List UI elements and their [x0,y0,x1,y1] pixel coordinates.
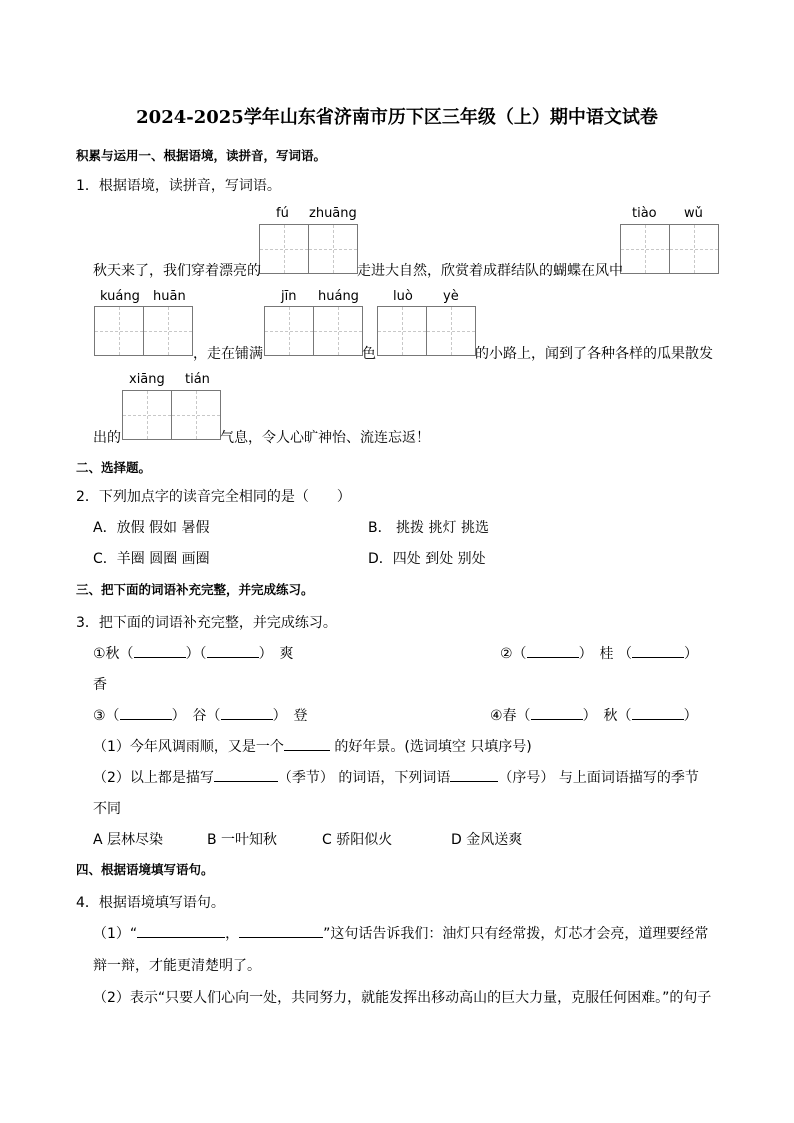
q3-item-4: ④春（ ） 秋（ ） [490,705,698,725]
pinyin-tian: tián [185,372,210,387]
q1-text-line2-a: ，走在铺满 [193,346,263,362]
pinyin-zhuang: zhuāng [309,206,357,221]
q3-blank[interactable] [632,705,684,720]
q3-item-1: ①秋（ ）（ ） 爽 [93,643,294,663]
char-box-tian[interactable] [171,390,221,440]
q2-option-a[interactable]: A．放假 假如 暑假 [93,520,210,536]
char-box-xiang[interactable] [122,390,172,440]
q3-blank[interactable] [531,705,583,720]
pinyin-huan: huān [153,289,186,304]
q3-p2-blank-season[interactable] [214,767,278,782]
q3-item-1-wrap: 香 [93,677,107,693]
q4-p1-blank-2[interactable] [239,923,323,938]
question-4-stem: 4．根据语境填写语句。 [76,895,225,911]
pinyin-tiao: tiào [632,206,657,221]
question-2-stem: 2．下列加点字的读音完全相同的是（ ） [76,489,351,505]
section-heading-4: 四、根据语境填写语句。 [76,862,214,877]
q1-text-line1-b: 走进大自然，欣赏着成群结队的蝴蝶在风中 [357,263,623,279]
q1-text-line3-b: 气息，令人心旷神怡、流连忘返！ [220,430,430,446]
pinyin-luo: luò [393,289,413,304]
q2-option-d[interactable]: D．四处 到处 别处 [368,551,486,567]
char-box-tiao[interactable] [620,224,670,274]
q3-blank[interactable] [120,705,172,720]
section-heading-2: 二、选择题。 [76,460,152,475]
q4-p1-blank-1[interactable] [137,923,225,938]
char-box-ye[interactable] [426,306,476,356]
q3-blank[interactable] [632,643,684,658]
page-title: 2024-2025学年山东省济南市历下区三年级（上）期中语文试卷 [136,107,658,128]
q1-text-line2-c: 的小路上，闻到了各种各样的瓜果散发 [475,346,713,362]
q3-p1-blank[interactable] [284,736,330,751]
q2-option-c[interactable]: C．羊圈 圆圈 画圈 [93,551,210,567]
q3-blank[interactable] [134,643,186,658]
q3-option-d[interactable]: D 金风送爽 [451,832,523,848]
q3-part-2: （2）以上都是描写 （季节） 的词语，下列词语 （序号） 与上面词语描写的季节 [93,767,699,787]
char-box-jin[interactable] [264,306,314,356]
char-box-luo[interactable] [377,306,427,356]
q4-part-1: （1）“ ， ”这句话告诉我们：油灯只有经常拨，灯芯才会亮，道理要经常 [93,923,708,943]
q4-part-1-wrap: 辩一辩，才能更清楚明了。 [93,958,261,974]
char-box-zhuang[interactable] [308,224,358,274]
q1-text-line2-b: 色 [362,346,376,362]
q3-option-a[interactable]: A 层林尽染 [93,832,164,848]
pinyin-ye: yè [443,289,459,304]
char-box-huang[interactable] [313,306,363,356]
q3-part-2-wrap: 不同 [93,801,121,817]
q1-text-line1-a: 秋天来了，我们穿着漂亮的 [93,263,261,279]
pinyin-kuang: kuáng [100,289,140,304]
q3-option-b[interactable]: B 一叶知秋 [207,832,278,848]
q3-item-3: ③（ ） 谷（ ） 登 [93,705,308,725]
question-1-stem: 1．根据语境，读拼音，写词语。 [76,178,281,194]
q1-text-line3-a: 出的 [93,430,121,446]
question-3-stem: 3．把下面的词语补充完整，并完成练习。 [76,615,337,631]
q3-blank[interactable] [527,643,579,658]
q3-p2-blank-number[interactable] [450,767,498,782]
q3-option-c[interactable]: C 骄阳似火 [322,832,393,848]
q3-item-2: ②（ ） 桂 （ ） [500,643,698,663]
pinyin-fu: fú [276,206,289,221]
q4-part-2: （2）表示“只要人们心向一处，共同努力，就能发挥出移动高山的巨大力量，克服任何困难。”的句子 [93,990,712,1006]
char-box-huan[interactable] [143,306,193,356]
q3-blank[interactable] [221,705,273,720]
section-heading-3: 三、把下面的词语补充完整，并完成练习。 [76,582,314,597]
section-heading-1: 积累与运用一、根据语境，读拼音，写词语。 [76,148,327,163]
q3-blank[interactable] [207,643,259,658]
char-box-fu[interactable] [259,224,309,274]
pinyin-wu: wǔ [684,206,703,221]
char-box-kuang[interactable] [94,306,144,356]
char-box-wu[interactable] [669,224,719,274]
q3-part-1: （1）今年风调雨顺，又是一个 的好年景。(选词填空 只填序号) [93,736,532,756]
pinyin-huang: huáng [318,289,359,304]
pinyin-xiang: xiāng [129,372,165,387]
pinyin-jin: jīn [281,289,297,304]
q2-option-b[interactable]: B． 挑拨 挑灯 挑选 [368,520,489,536]
